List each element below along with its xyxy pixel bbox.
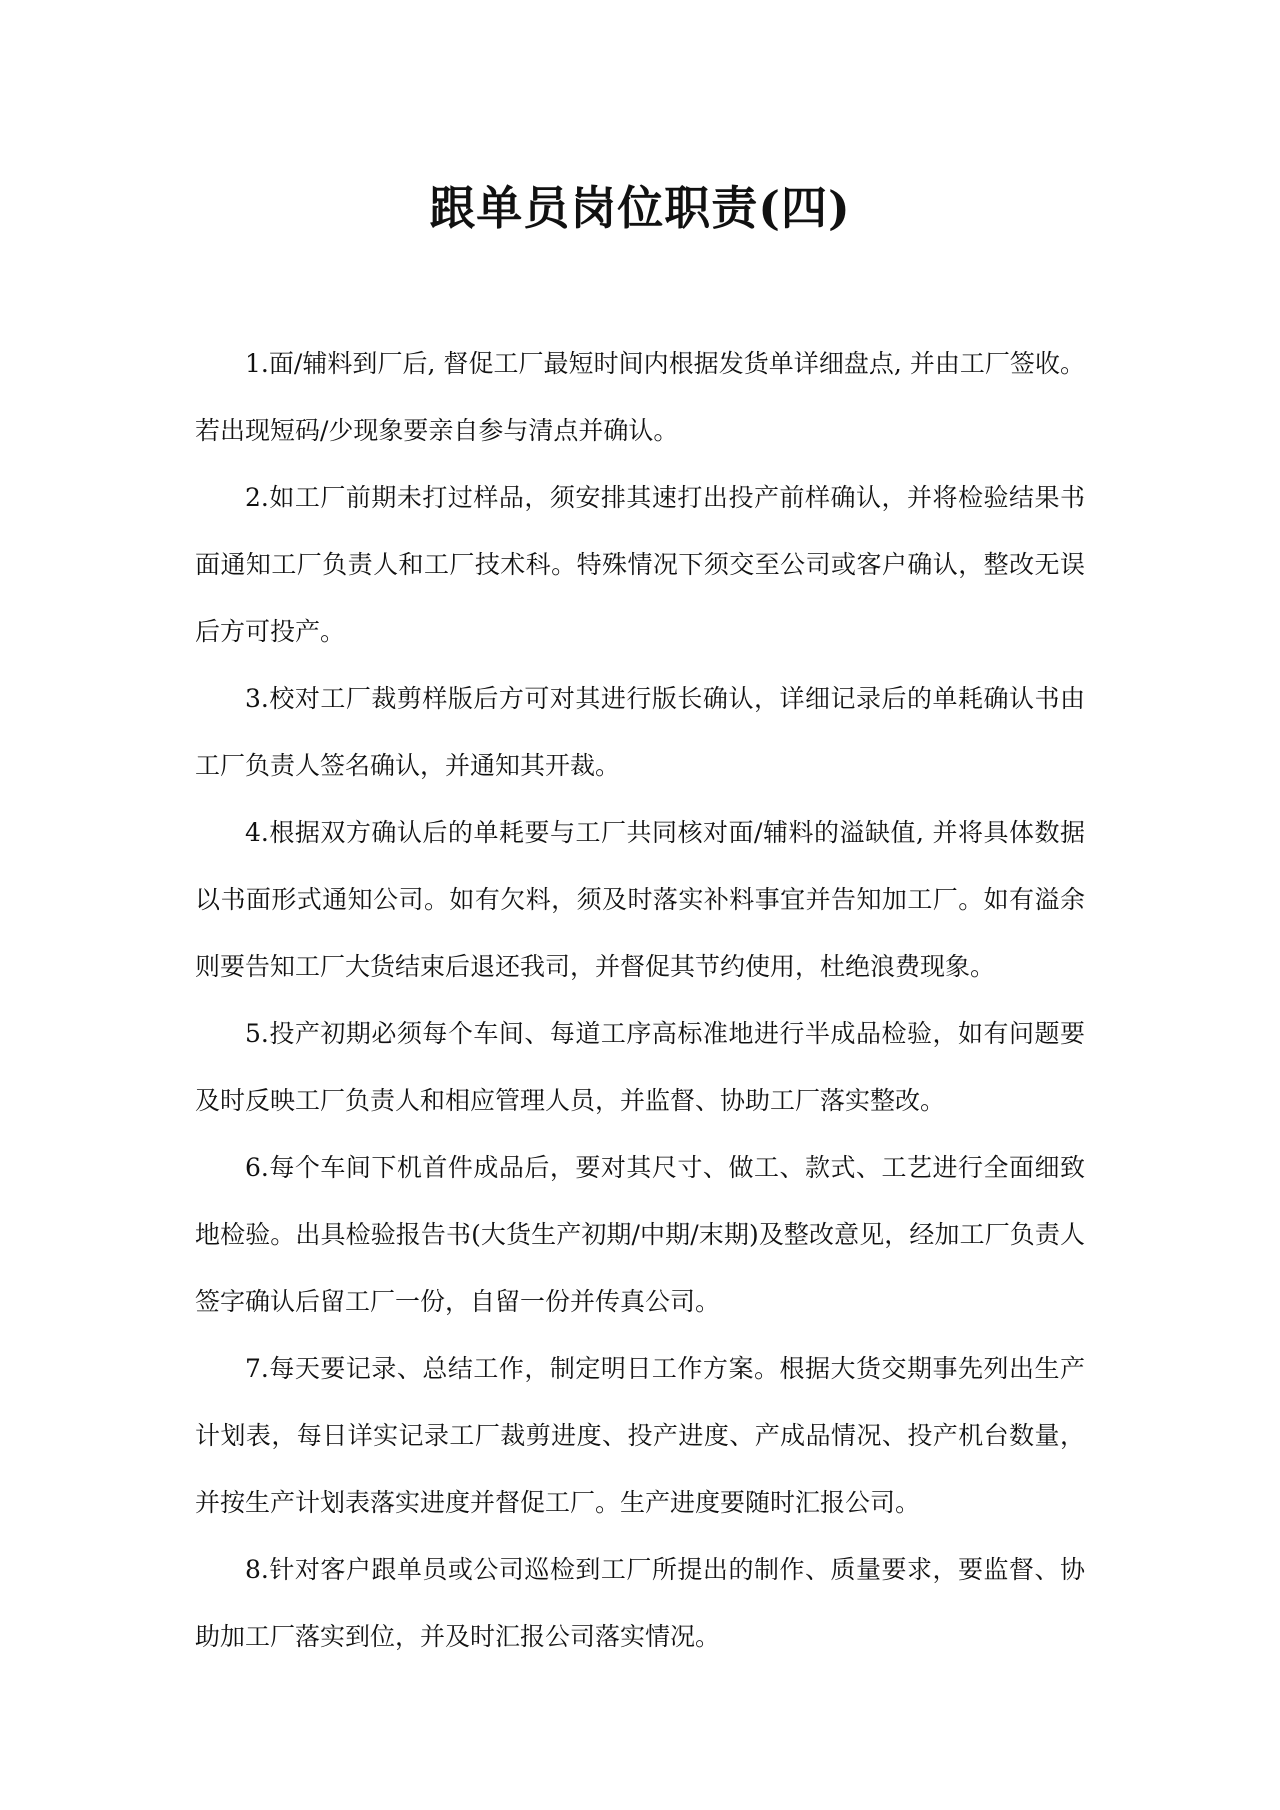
document-body	[195, 330, 1085, 1670]
paragraph-8: 8.针对客户跟单员或公司巡检到工厂所提出的制作、质量要求，要监督、协助加工厂落实到位，并及时汇报公司落实情况。	[195, 1555, 1085, 1651]
paragraph-4: 4.根据双方确认后的单耗要与工厂共同核对面/辅料的溢缺值, 并将具体数据以书面形式通知公司。如有欠料，须及时落实补料事宜并告知加工厂。如有溢余则要告知工厂大货结束后退还我司，并督促其节约使用，杜绝浪费现象。	[195, 818, 1085, 981]
paragraph-7: 7.每天要记录、总结工作，制定明日工作方案。根据大货交期事先列出生产计划表，每日详实记录工厂裁剪进度、投产进度、产成品情况、投产机台数量，并按生产计划表落实进度并督促工厂。生产进度要随时汇报公司。	[195, 1354, 1085, 1517]
page-title: 跟单员岗位职责(四)	[429, 181, 851, 235]
paragraph-1: 1.面/辅料到厂后, 督促工厂最短时间内根据发货单详细盘点, 并由工厂签收。若出现短码/少现象要亲自参与清点并确认。	[195, 349, 1085, 445]
paragraph-3: 3.校对工厂裁剪样版后方可对其进行版长确认，详细记录后的单耗确认书由工厂负责人签名确认，并通知其开裁。	[195, 684, 1085, 780]
paragraph-6: 6.每个车间下机首件成品后，要对其尺寸、做工、款式、工艺进行全面细致地检验。出具检验报告书(大货生产初期/中期/末期)及整改意见，经加工厂负责人签字确认后留工厂一份，自留一份并传真公司。	[195, 1153, 1085, 1316]
paragraph-5: 5.投产初期必须每个车间、每道工序高标准地进行半成品检验，如有问题要及时反映工厂负责人和相应管理人员，并监督、协助工厂落实整改。	[195, 1019, 1085, 1115]
paragraph-2: 2.如工厂前期未打过样品，须安排其速打出投产前样确认，并将检验结果书面通知工厂负责人和工厂技术科。特殊情况下须交至公司或客户确认，整改无误后方可投产。	[195, 483, 1085, 646]
